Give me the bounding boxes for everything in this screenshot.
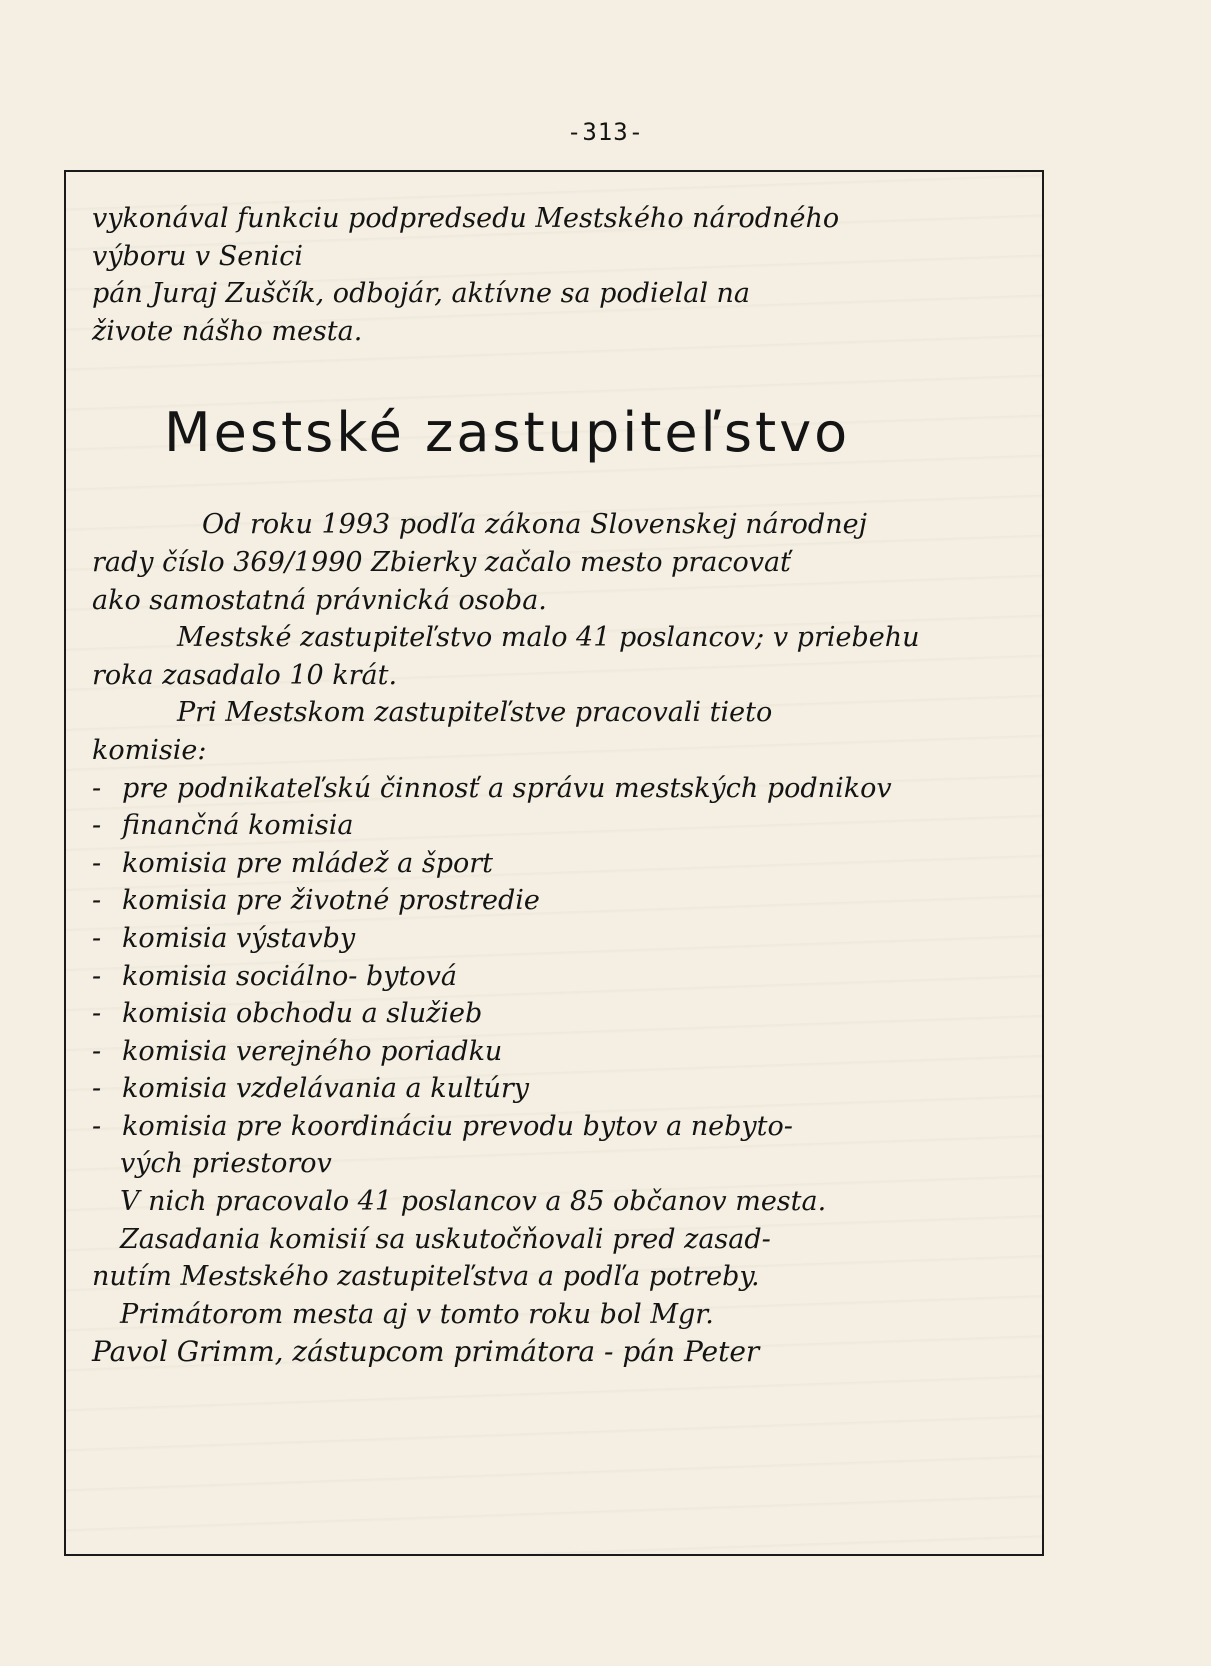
- text-line: Od roku 1993 podľa zákona Slovenskej národnej: [202, 509, 867, 541]
- text-line: rady číslo 369/1990 Zbierky začalo mesto pracovať: [92, 546, 791, 578]
- list-item: - pre podnikateľskú činnosť a správu mestských podnikov: [92, 772, 892, 804]
- text-line: V nich pracovalo 41 poslancov a 85 občanov mesta.: [120, 1186, 827, 1218]
- paragraph-meetings: [92, 1183, 1030, 1296]
- text-line: vykonával funkciu podpredsedu Mestského národného: [92, 203, 840, 234]
- paragraph-mayor: [92, 1296, 1030, 1371]
- text-line: ako samostatná právnická osoba.: [92, 584, 547, 616]
- text-line: roka zasadalo 10 krát.: [92, 659, 398, 691]
- list-item: - komisia verejného poriadku: [92, 1035, 503, 1067]
- paragraph-law: [92, 506, 1030, 619]
- intro-paragraph: [92, 200, 1030, 350]
- page-number: -313-: [566, 118, 645, 146]
- text-line: živote nášho mesta.: [92, 315, 363, 347]
- handwritten-content: [92, 200, 1030, 1371]
- list-item: - komisia pre mládež a šport: [92, 847, 494, 879]
- section-heading: Mestské zastupiteľstvo: [164, 401, 851, 465]
- paragraph-deputies: [92, 619, 1030, 694]
- list-item: - komisia vzdelávania a kultúry: [92, 1073, 530, 1105]
- list-item-continuation: vých priestorov: [120, 1148, 332, 1180]
- list-item: - komisia pre koordináciu prevodu bytov a nebyto-: [92, 1110, 793, 1142]
- paragraph-commissions-intro: [92, 694, 1030, 769]
- text-line: Pri Mestskom zastupiteľstve pracovali tieto: [177, 697, 773, 729]
- text-line: nutím Mestského zastupiteľstva a podľa potreby.: [92, 1261, 760, 1293]
- ruled-text-frame: [64, 170, 1044, 1556]
- text-line: Pavol Grimm, zástupcom primátora - pán Peter: [92, 1335, 760, 1369]
- list-item: - komisia obchodu a služieb: [92, 998, 483, 1030]
- list-item: - finančná komisia: [92, 810, 354, 842]
- text-line: Zasadania komisií sa uskutočňovali pred zasad-: [120, 1223, 771, 1255]
- text-line: Primátorom mesta aj v tomto roku bol Mgr.: [120, 1298, 714, 1330]
- text-line: pán Juraj Zuščík, odbojár, aktívne sa podielal na: [92, 278, 751, 310]
- text-line: komisie:: [92, 734, 207, 766]
- list-item: - komisia sociálno- bytová: [92, 960, 457, 992]
- text-line: Mestské zastupiteľstvo malo 41 poslancov; v priebehu: [177, 622, 920, 654]
- list-item: - komisia pre životné prostredie: [92, 885, 540, 917]
- text-line: výboru v Senici: [92, 240, 304, 272]
- list-item: - komisia výstavby: [92, 922, 356, 954]
- commission-list: [92, 770, 1030, 1184]
